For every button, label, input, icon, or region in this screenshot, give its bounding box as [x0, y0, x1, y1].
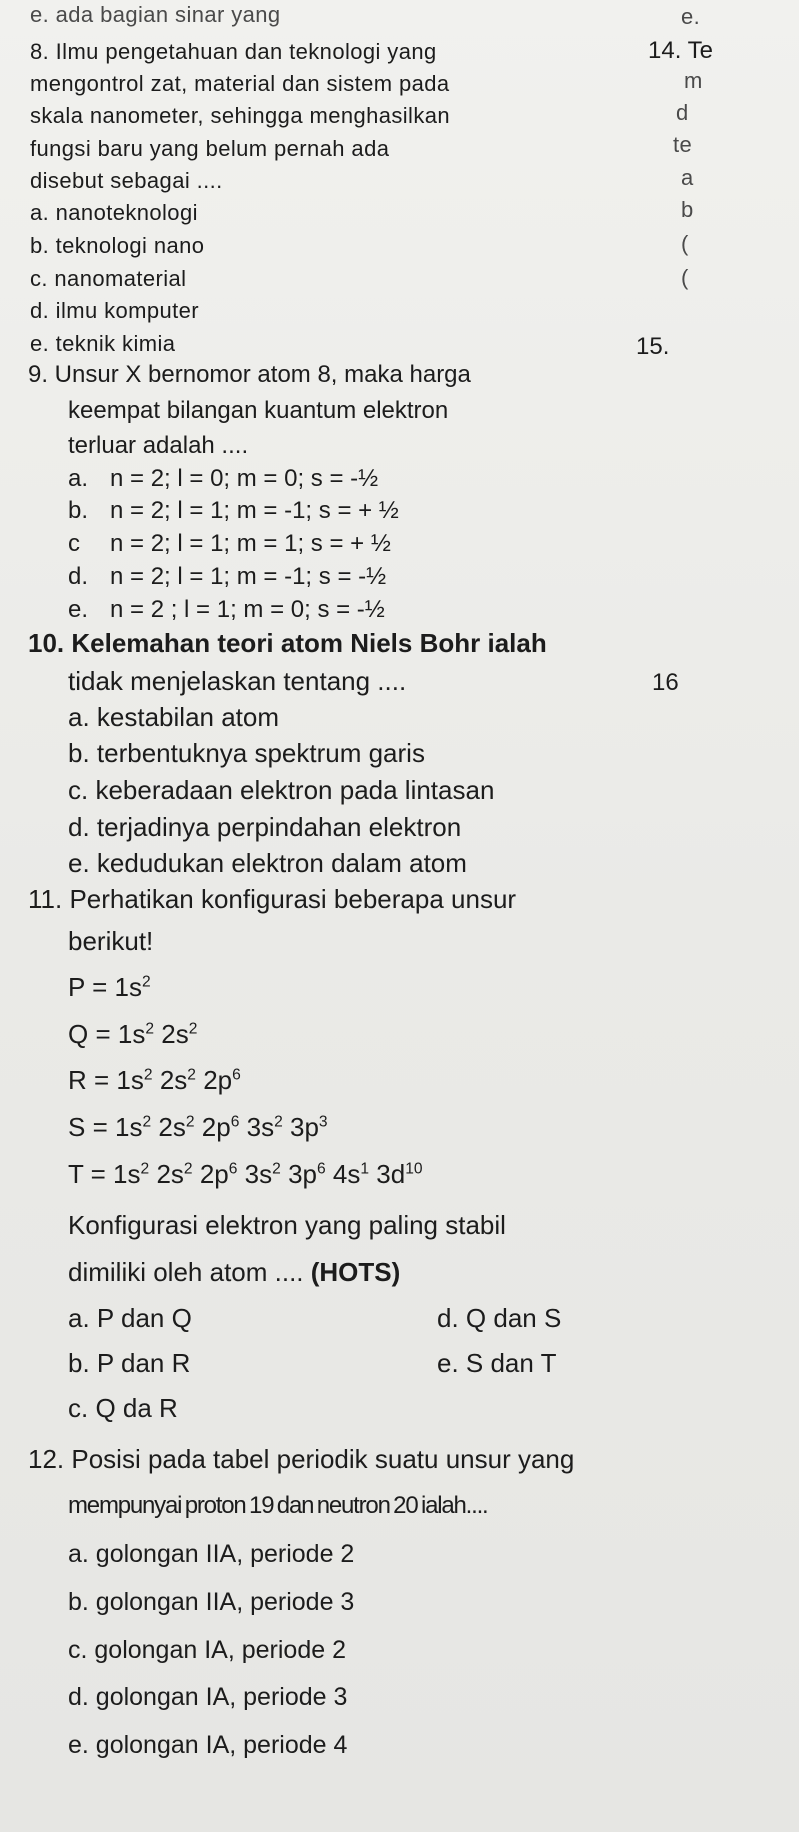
question-9-option-c-letter: c: [68, 530, 80, 557]
config-row-r: $R = 1s^2$ $2s^2$ $2p^6$: [68, 1065, 241, 1095]
question-9-line: keempat bilangan kuantum elektron: [68, 397, 449, 424]
question-8-option-a: a. nanoteknologi: [30, 200, 198, 225]
question-9-line: 9. Unsur X bernomor atom 8, maka harga: [28, 361, 471, 388]
question-9-option-a-text: n = 2; l = 0; m = 0; s = -½: [110, 465, 379, 492]
question-8-option-b: b. teknologi nano: [30, 233, 205, 258]
question-9-option-a-letter: a.: [68, 465, 89, 492]
question-11-line: 11. Perhatikan konfigurasi beberapa unsur: [28, 884, 517, 914]
question-8-option-c: c. nanomaterial: [30, 266, 187, 291]
question-9-option-b-text: n = 2; l = 1; m = -1; s = + ½: [110, 497, 399, 524]
question-11-line: berikut!: [68, 926, 154, 956]
question-8-line: disebut sebagai ....: [30, 168, 223, 193]
question-11-option-a: a. P dan Q: [68, 1303, 192, 1333]
question-8-option-d: d. ilmu komputer: [30, 298, 200, 323]
question-8-line: fungsi baru yang belum pernah ada: [30, 136, 390, 161]
question-10-option-e: e. kedudukan elektron dalam atom: [68, 848, 467, 878]
question-10-option-b: b. terbentuknya spektrum garis: [68, 738, 425, 768]
question-12-option-a: a. golongan IIA, periode 2: [68, 1540, 355, 1568]
right-fragment-e: e.: [681, 4, 701, 29]
question-9-option-e-letter: e.: [68, 596, 89, 623]
question-10-option-a: a. kestabilan atom: [68, 702, 280, 732]
config-row-p: $P = 1s^2$: [68, 972, 151, 1002]
right-fragment-c: (: [681, 231, 689, 256]
question-9-line: terluar adalah ....: [68, 432, 249, 459]
question-10-line: 10. Kelemahan teori atom Niels Bohr ialah: [28, 628, 547, 658]
question-11-option-b: b. P dan R: [68, 1348, 191, 1378]
question-8-line: 8. Ilmu pengetahuan dan teknologi yang: [30, 39, 437, 64]
right-fragment-d2: (: [681, 265, 689, 290]
question-14-start: 14. Te: [648, 37, 713, 64]
right-fragment-a: a: [681, 165, 694, 190]
question-9-option-c-text: n = 2; l = 1; m = 1; s = + ½: [110, 530, 391, 557]
right-fragment-b: b: [681, 197, 694, 222]
question-10-option-c: c. keberadaan elektron pada lintasan: [68, 775, 495, 805]
question-11-prompt-line: dimiliki oleh atom .... (HOTS): [68, 1257, 401, 1287]
hots-tag: (HOTS): [310, 1257, 401, 1287]
question-11-option-d: d. Q dan S: [437, 1303, 562, 1333]
question-10-option-d: d. terjadinya perpindahan elektron: [68, 812, 462, 842]
question-12-line: mempunyai proton 19 dan neutron 20 ialah....: [68, 1492, 488, 1519]
config-row-q: $Q = 1s^2$ $2s^2$: [68, 1019, 198, 1049]
question-12-option-c: c. golongan IA, periode 2: [68, 1636, 346, 1664]
right-fragment-d: d: [676, 100, 689, 125]
question-9-option-d-text: n = 2; l = 1; m = -1; s = -½: [110, 563, 387, 590]
question-12-option-b: b. golongan IIA, periode 3: [68, 1588, 355, 1616]
question-15-number: 15.: [636, 333, 670, 360]
right-fragment-m: m: [684, 68, 703, 93]
right-fragment-te: te: [673, 132, 693, 157]
question-11-prompt-line: Konfigurasi elektron yang paling stabil: [68, 1210, 506, 1240]
question-9-option-d-letter: d.: [68, 563, 89, 590]
question-10-line: tidak menjelaskan tentang ....: [68, 666, 407, 696]
question-9-option-e-text: n = 2 ; l = 1; m = 0; s = -½: [110, 596, 385, 623]
question-11-option-e: e. S dan T: [437, 1348, 557, 1378]
config-row-t: $T = 1s^2$ $2s^2$ $2p^6$ $3s^2$ $3p^6$ $4s^1$ $3d^{10}$: [68, 1159, 423, 1189]
top-fragment: e. ada bagian sinar yang: [30, 2, 281, 27]
question-12-option-d: d. golongan IA, periode 3: [68, 1683, 348, 1711]
question-16-number: 16: [652, 669, 679, 696]
question-8-line: mengontrol zat, material dan sistem pada: [30, 71, 450, 96]
config-row-s: $S = 1s^2$ $2s^2$ $2p^6$ $3s^2$ $3p^3$: [68, 1112, 328, 1142]
question-11-option-c: c. Q da R: [68, 1393, 178, 1423]
question-8-line: skala nanometer, sehingga menghasilkan: [30, 103, 451, 128]
question-8-option-e: e. teknik kimia: [30, 331, 176, 356]
question-9-option-b-letter: b.: [68, 497, 89, 524]
question-12-option-e: e. golongan IA, periode 4: [68, 1731, 348, 1759]
question-12-line: 12. Posisi pada tabel periodik suatu unsur yang: [28, 1444, 575, 1474]
